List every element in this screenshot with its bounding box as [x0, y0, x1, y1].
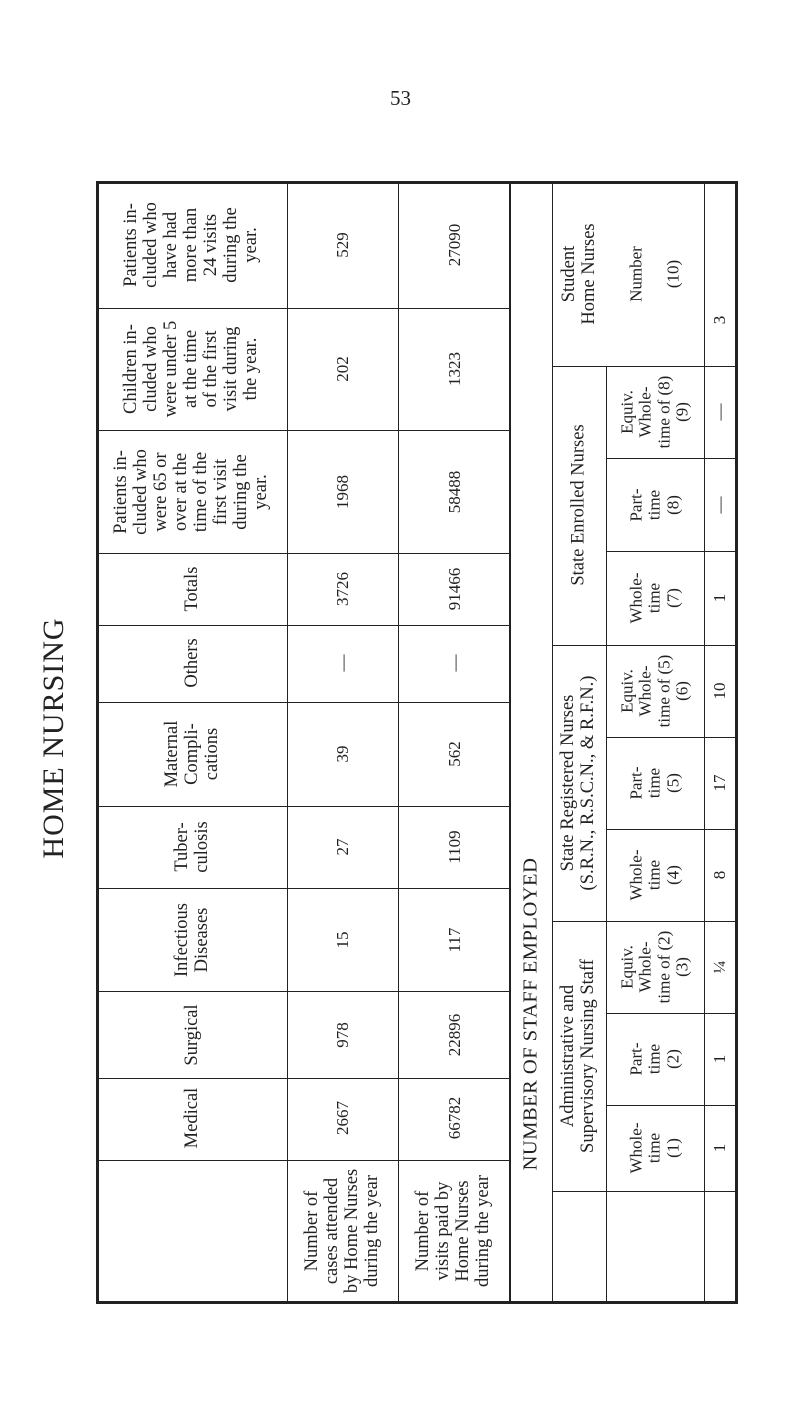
cell-cases-more-than-24: 529: [333, 232, 352, 258]
cell-visits-infectious: 117: [445, 927, 464, 953]
staff-value-1: 1: [710, 1143, 729, 1153]
staff-grid-line: [606, 366, 607, 1301]
staff-grid-line: [553, 1191, 736, 1192]
cell-visits-totals: 91466: [445, 567, 464, 611]
staff-col-4: Whole- time (4): [626, 849, 683, 901]
group-administrative-supervisory: Administrative and Supervisory Nursing Staff: [558, 959, 598, 1153]
cases-grid-line: [97, 308, 510, 309]
table-top-border: [96, 181, 738, 184]
staff-value-9: —: [710, 403, 729, 421]
staff-value-7: 1: [710, 593, 729, 603]
col-header-surgical: Surgical: [182, 1004, 203, 1066]
cell-visits-others: —: [445, 654, 464, 672]
staff-grid-line: [607, 737, 736, 738]
col-header-medical: Medical: [182, 1087, 203, 1149]
col-header-infectious-diseases: Infectious Diseases: [172, 903, 212, 977]
staff-value-8: —: [710, 496, 729, 514]
staff-value-6: 10: [710, 682, 729, 700]
cases-grid-line: [97, 1078, 510, 1079]
staff-col-5: Part- time (5): [626, 766, 683, 800]
staff-col-10: Number (10): [626, 246, 683, 302]
staff-grid-line: [552, 183, 553, 1301]
cases-grid-line: [97, 806, 510, 807]
staff-value-4: 8: [710, 870, 729, 880]
col-header-others: Others: [182, 638, 203, 688]
cell-visits-medical: 66782: [445, 1096, 464, 1140]
staff-grid-line: [553, 366, 736, 367]
staff-value-2: 1: [710, 1054, 729, 1064]
staff-col-3: Equiv. Whole- time of (2) (3): [617, 930, 692, 1004]
cell-cases-totals: 3726: [333, 572, 352, 606]
col-header-totals: Totals: [182, 566, 203, 612]
col-header-more-than-24-visits: Patients in- cluded who have had more than 24 visits during the year.: [121, 202, 261, 288]
col-header-tuberculosis: Tuber- culosis: [172, 821, 212, 873]
cell-cases-tuberculosis: 27: [333, 838, 352, 856]
table-left-border: [96, 181, 99, 1304]
cases-grid-line: [97, 888, 510, 889]
group-state-registered-nurses: State Registered Nurses (S.R.N., R.S.C.N., & R.F.N.): [558, 675, 598, 891]
cases-grid-line: [97, 553, 510, 554]
staff-grid-line: [704, 183, 705, 1301]
cell-cases-surgical: 978: [333, 1022, 352, 1048]
col-header-maternal-complications: Maternal Compli- cations: [162, 720, 222, 788]
cases-grid-line: [287, 183, 288, 1301]
staff-grid-line: [607, 1013, 736, 1014]
cases-grid-line: [97, 430, 510, 431]
page-title: HOME NURSING: [37, 617, 70, 859]
cases-grid-line: [97, 1160, 510, 1161]
cell-visits-surgical: 22896: [445, 1013, 464, 1057]
cases-grid-line: [398, 183, 399, 1301]
cell-cases-65-or-over: 1968: [333, 475, 352, 509]
staff-col-7: Whole- time (7): [626, 572, 683, 624]
staff-table-title: NUMBER OF STAFF EMPLOYED: [519, 857, 542, 1171]
cell-visits-tuberculosis: 1109: [445, 830, 464, 864]
staff-col-8: Part- time (8): [626, 488, 683, 522]
cell-visits-maternal: 562: [445, 741, 464, 767]
cell-cases-under-5: 202: [333, 356, 352, 382]
staff-col-2: Part- time (2): [626, 1042, 683, 1076]
staff-col-9: Equiv. Whole- time of (8) (9): [617, 375, 692, 449]
staff-grid-line: [553, 645, 736, 646]
cell-visits-more-than-24: 27090: [445, 223, 464, 267]
group-state-enrolled-nurses: State Enrolled Nurses: [568, 424, 589, 586]
page-number: 53: [390, 86, 411, 110]
col-header-children-under-5: Children in- cluded who were under 5 at the time of the first visit during the year.: [121, 320, 261, 418]
staff-value-5: 17: [710, 774, 729, 792]
staff-grid-line: [553, 921, 736, 922]
staff-value-3: ¼: [710, 960, 729, 974]
staff-grid-line: [607, 458, 736, 459]
group-student-home-nurses: Student Home Nurses: [559, 223, 599, 325]
col-header-patients-65-or-over: Patients in- cluded who were 65 or over at the time of the first visit during the year.: [111, 449, 271, 535]
table-right-border: [735, 181, 738, 1304]
staff-grid-line: [607, 829, 736, 830]
cell-cases-others: —: [333, 654, 352, 672]
staff-grid-line: [607, 1105, 736, 1106]
staff-grid-line: [607, 551, 736, 552]
table-bottom-border: [96, 1301, 738, 1304]
staff-col-1: Whole- time (1): [626, 1122, 683, 1174]
cases-grid-line: [97, 702, 510, 703]
row-label-visits-paid: Number of visits paid by Home Nurses during the year: [413, 1175, 493, 1287]
cases-grid-line: [509, 183, 511, 1301]
row-label-cases-attended: Number of cases attended by Home Nurses during the year: [302, 1168, 382, 1294]
cell-visits-65-or-over: 58488: [445, 470, 464, 514]
cell-cases-maternal: 39: [333, 745, 352, 763]
cases-grid-line: [97, 625, 510, 626]
cell-cases-medical: 2667: [333, 1101, 352, 1135]
staff-col-6: Equiv. Whole- time of (5) (6): [617, 654, 692, 728]
staff-value-10: 3: [710, 315, 729, 325]
cell-cases-infectious: 15: [333, 931, 352, 949]
cases-grid-line: [97, 991, 510, 992]
cell-visits-under-5: 1323: [445, 352, 464, 386]
